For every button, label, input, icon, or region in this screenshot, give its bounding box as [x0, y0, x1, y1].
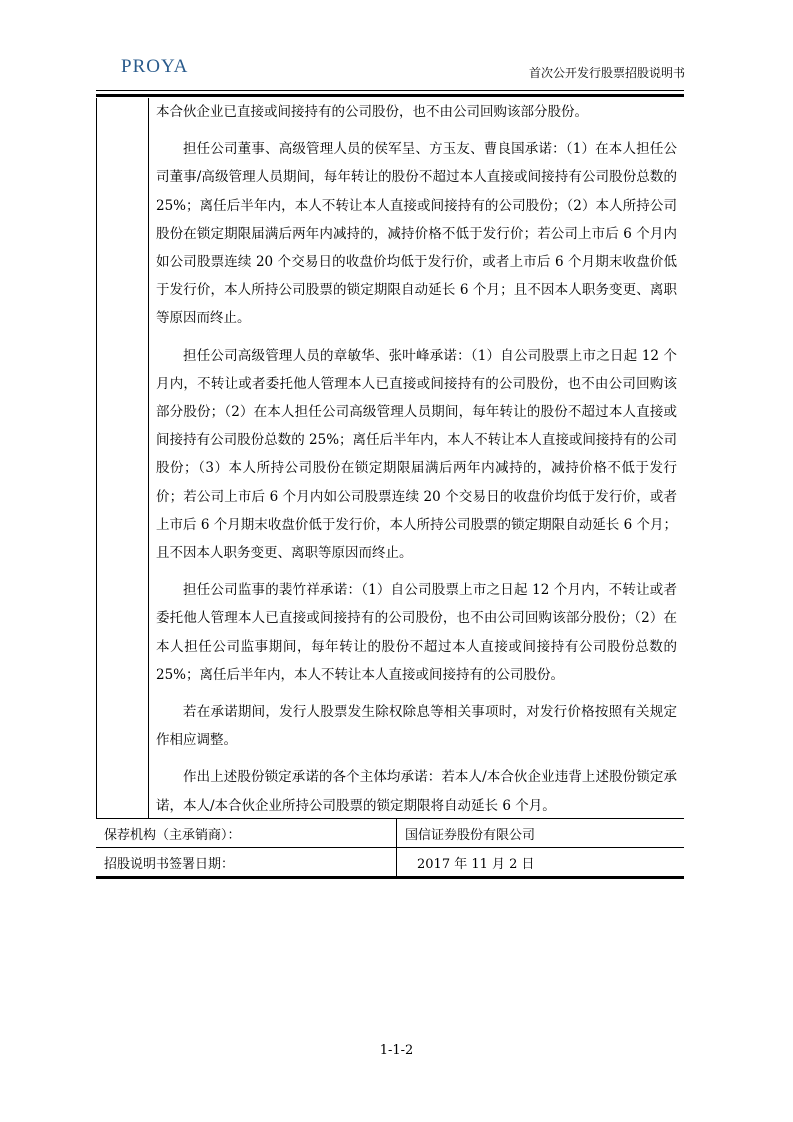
paragraph: 本合伙企业已直接或间接持有的公司股份，也不由公司回购该部分股份。: [156, 104, 588, 120]
date-value: 2017 年 11 月 2 日: [397, 848, 685, 878]
header-rule-thin: [96, 90, 684, 91]
sponsor-row: [96, 819, 684, 848]
commitment-text-column: [156, 98, 677, 829]
table-inner-border: [148, 98, 149, 819]
sponsor-label: 保荐机构（主承销商）：: [96, 819, 397, 848]
date-label: 招股说明书签署日期：: [96, 848, 397, 878]
table-left-border: [96, 98, 97, 819]
page-number: 1-1-2: [379, 1043, 414, 1058]
signature-table: [96, 818, 684, 879]
sponsor-value: 国信证券股份有限公司: [397, 819, 685, 848]
header-rule-thick: [96, 94, 684, 97]
paragraph: 作出上述股份锁定承诺的各个主体均承诺：若本人/本合伙企业违背上述股份锁定承诺，本人/本合伙企业所持公司股票的锁定期限将自动延长 6 个月。: [156, 769, 677, 814]
paragraph: 担任公司监事的裴竹祥承诺：（1）自公司股票上市之日起 12 个月内，不转让或者委托他人管理本人已直接或间接持有的公司股份，也不由公司回购该部分股份；（2）在本人担任公司监事期间，每年转让的股份不超过本人直接或间接持有公司股份总数的 25%；离任后半年内，本人不转让本人直接或间接持有的公司股份。: [156, 582, 677, 683]
company-logo: PROYA: [121, 56, 189, 77]
paragraph: 担任公司高级管理人员的章敏华、张叶峰承诺：（1）自公司股票上市之日起 12 个月内，不转让或者委托他人管理本人已直接或间接持有的公司股份，也不由公司回购该部分股份；（2）在本人担任公司高级管理人员期间，每年转让的股份不超过本人直接或间接持有公司股份总数的 25%；离任后半年内，本人不转让本人直接或间接持有的公司股份；（3）本人所持公司股份在锁定期限届满后两年内减持的，减持价格不低于发行价；若公司上市后 6 个月内如公司股票连续 20 个交易日的收盘价均低于发行价，或者上市后 6 个月期末收盘价低于发行价，本人所持公司股票的锁定期限自动延长 6 个月；且不因本人职务变更、离职等原因而终止。: [156, 347, 677, 562]
document-header-title: 首次公开发行股票招股说明书: [528, 66, 685, 80]
date-row: [96, 848, 684, 878]
paragraph: 担任公司董事、高级管理人员的侯军呈、方玉友、曹良国承诺：（1）在本人担任公司董事/高级管理人员期间，每年转让的股份不超过本人直接或间接持有公司股份总数的 25%；离任后半年内，本人不转让本人直接或间接持有的公司股份；（2）本人所持公司股份在锁定期限届满后两年内减持的，减持价格不低于发行价；若公司上市后 6 个月内如公司股票连续 20 个交易日的收盘价均低于发行价，或者上市后 6 个月期末收盘价低于发行价，本人所持公司股票的锁定期限自动延长 6 个月；且不因本人职务变更、离职等原因而终止。: [156, 141, 677, 327]
paragraph: 若在承诺期间，发行人股票发生除权除息等相关事项时，对发行价格按照有关规定作相应调整。: [156, 704, 677, 749]
